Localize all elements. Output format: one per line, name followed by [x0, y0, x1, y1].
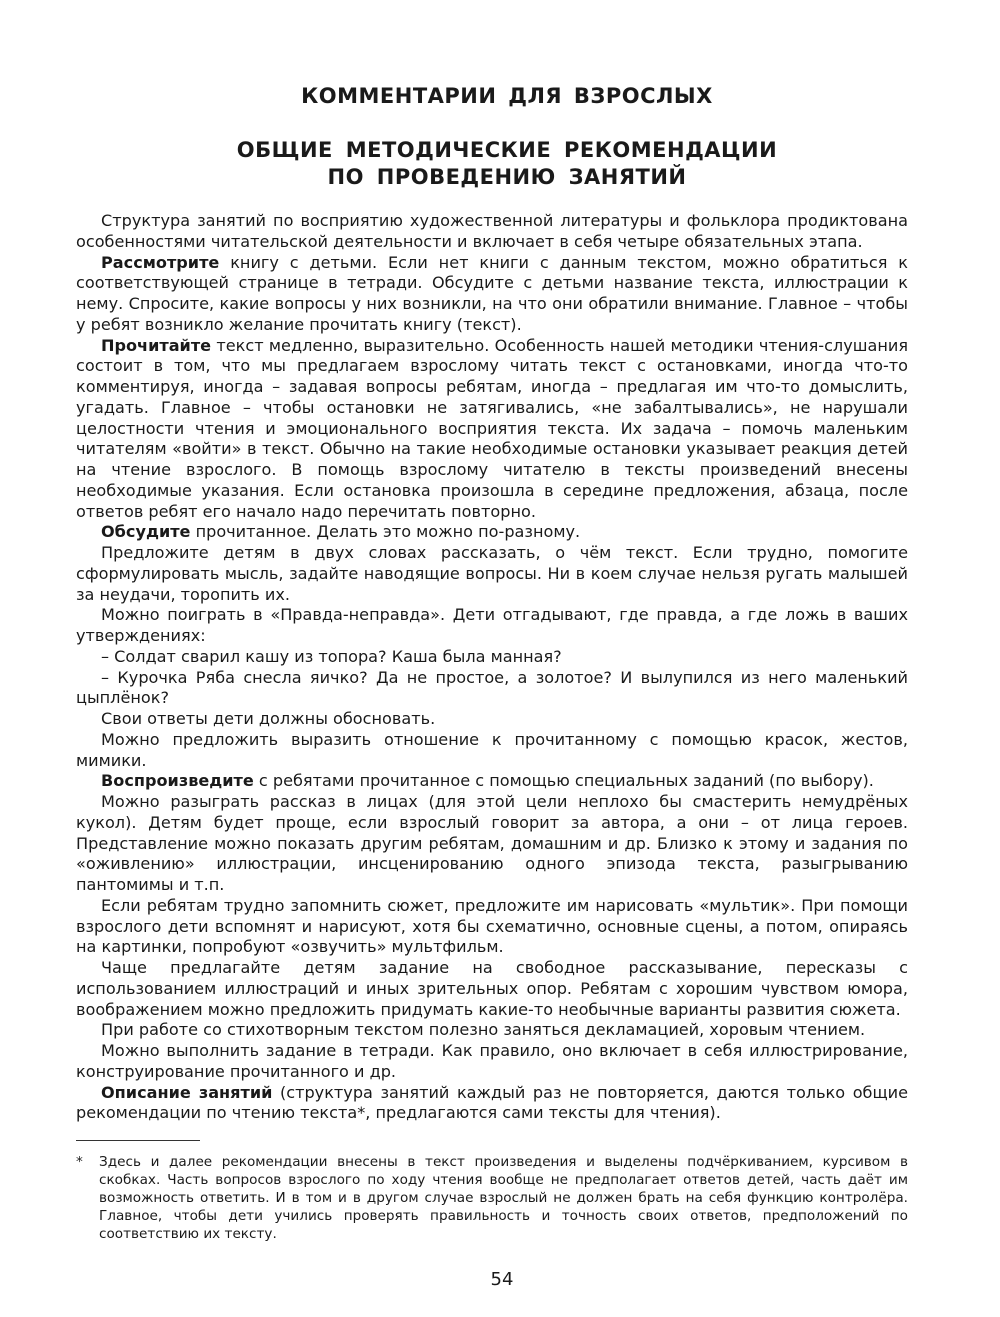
lesson-description-label: Описание занятий [101, 1082, 273, 1102]
paragraph-retell: Предложите детям в двух словах рассказать, о чём текст. Если трудно, помогите сформулировать мысль, задайте наводящие вопросы. Ни в коем случае нельзя ругать малышей за неудачи, торопить их. [76, 543, 908, 604]
footnote-mark: * [76, 1154, 83, 1170]
paragraph-reproduce-text: с ребятами прочитанное с помощью специальных заданий (по выбору). [253, 771, 874, 791]
page-number: 54 [490, 1269, 514, 1290]
section-subheading [76, 137, 908, 191]
paragraph-examine [76, 253, 908, 336]
step-read-label: Прочитайте [101, 335, 212, 355]
paragraph-workbook: Можно выполнить задание в тетради. Как правило, оно включает в себя иллюстрирование, конструирование прочитанного и др. [76, 1041, 908, 1081]
subheading-line-1: ОБЩИЕ МЕТОДИЧЕСКИЕ РЕКОМЕНДАЦИИ [236, 138, 778, 162]
paragraph-examine-text: книгу с детьми. Если нет книги с данным текстом, можно обратиться к соответствующей странице в тетради. Обсудите с детьми название текста, иллюстрации к нему. Спросите, какие вопросы у них возникли, на что они обратили внимание. Главное – чтобы у ребят возникло желание прочитать книгу (текст). [76, 252, 908, 334]
subheading-line-2: ПО ПРОВЕДЕНИЮ ЗАНЯТИЙ [327, 165, 687, 189]
paragraph-free-telling: Чаще предлагайте детям задание на свободное рассказывание, пересказы с использованием иллюстраций и иных зрительных опор. Ребятам с хорошим чувством юмора, воображением можно предложить придумать какие-то необычные варианты развития сюжета. [76, 958, 908, 1019]
paragraph-example-soldier: – Солдат сварил кашу из топора? Каша была манная? [101, 646, 562, 666]
step-examine-label: Рассмотрите [101, 252, 220, 272]
paragraph-true-false-game: Можно поиграть в «Правда-неправда». Дети отгадывают, где правда, а где ложь в ваших утверждениях: [76, 605, 908, 645]
footnote-divider [76, 1140, 200, 1141]
footnote [76, 1153, 908, 1243]
paragraph-justify: Свои ответы дети должны обосновать. [101, 709, 436, 728]
page-heading: КОММЕНТАРИИ ДЛЯ ВЗРОСЛЫХ [301, 84, 713, 108]
paragraph-intro: Структура занятий по восприятию художественной литературы и фольклора продиктована особенностями читательской деятельности и включает в себя четыре обязательных этапа. [76, 211, 908, 251]
paragraph-act-out: Можно разыграть рассказ в лицах (для этой цели неплохо бы смастерить немудрёных кукол). Детям будет проще, если взрослый говорит за автора, а они – от лица героев. Представление можно показать другим ребятам, домашним и др. Близко к этому и задания по «оживлению» иллюстрации, инсценированию одного эпизода текста, разыгрыванию пантомимы и т.п. [76, 792, 908, 894]
paragraph-poetry: При работе со стихотворным текстом полезно заняться декламацией, хоровым чтением. [101, 1020, 866, 1040]
body-text [76, 211, 908, 1124]
paragraph-lesson-description [76, 1083, 908, 1125]
paragraph-express: Можно предложить выразить отношение к прочитанному с помощью красок, жестов, мимики. [76, 729, 908, 770]
paragraph-discuss-text: прочитанное. Делать это можно по-разному. [190, 522, 581, 542]
paragraph-reproduce [76, 771, 908, 792]
paragraph-read [76, 336, 908, 523]
paragraph-cartoon: Если ребятам трудно запомнить сюжет, предложите им нарисовать «мультик». При помощи взрослого дети вспомнят и нарисуют, хотя бы схематично, основные сцены, а потом, опираясь на картинки, попробуют «озвучить» мультфильм. [76, 895, 908, 957]
step-discuss-label: Обсудите [101, 522, 191, 542]
paragraph-read-text: текст медленно, выразительно. Особенность нашей методики чтения-слушания состоит в том, что мы предлагаем взрослому читать текст с остановками, иногда что-то комментируя, иногда – задавая вопросы ребятам, иногда – предлагая им что-то домыслить, угадать. Главное – чтобы остановки не затягивались, «не забалтывались», не нарушали целостности чтения и эмоционального восприятия текста. Их задача – помочь маленьким читателям «войти» в текст. Обычно на такие необходимые остановки указывает реакция детей на чтение взрослого. В помощь взрослому читателю в тексты произведений внесены необходимые указания. Если остановка произошла в середине предложения, абзаца, после ответов ребят его начало надо перечитать повторно. [76, 335, 908, 521]
paragraph-example-hen: – Курочка Ряба снесла яичко? Да не простое, а золотое? И вылупился из него маленький цыплёнок? [76, 667, 908, 708]
paragraph-discuss [76, 522, 908, 543]
step-reproduce-label: Воспроизведите [101, 771, 254, 791]
paragraph-lesson-description-text: (структура занятий каждый раз не повторяется, даются только общие рекомендации по чтению текста*, предлагаются сами тексты для чтения). [76, 1082, 908, 1123]
footnote-text: Здесь и далее рекомендации внесены в текст произведения и выделены подчёркиванием, курсивом в скобках. Часть вопросов взрослого по ходу чтения вообще не предполагает ответов детей, часть даёт им возможность ответить. И в том и в другом случае взрослый не должен брать на себя функцию контролёра. Главное, чтобы дети учились проверять правильность и точность своих ответов, предположений по соответствию их тексту. [99, 1154, 908, 1242]
